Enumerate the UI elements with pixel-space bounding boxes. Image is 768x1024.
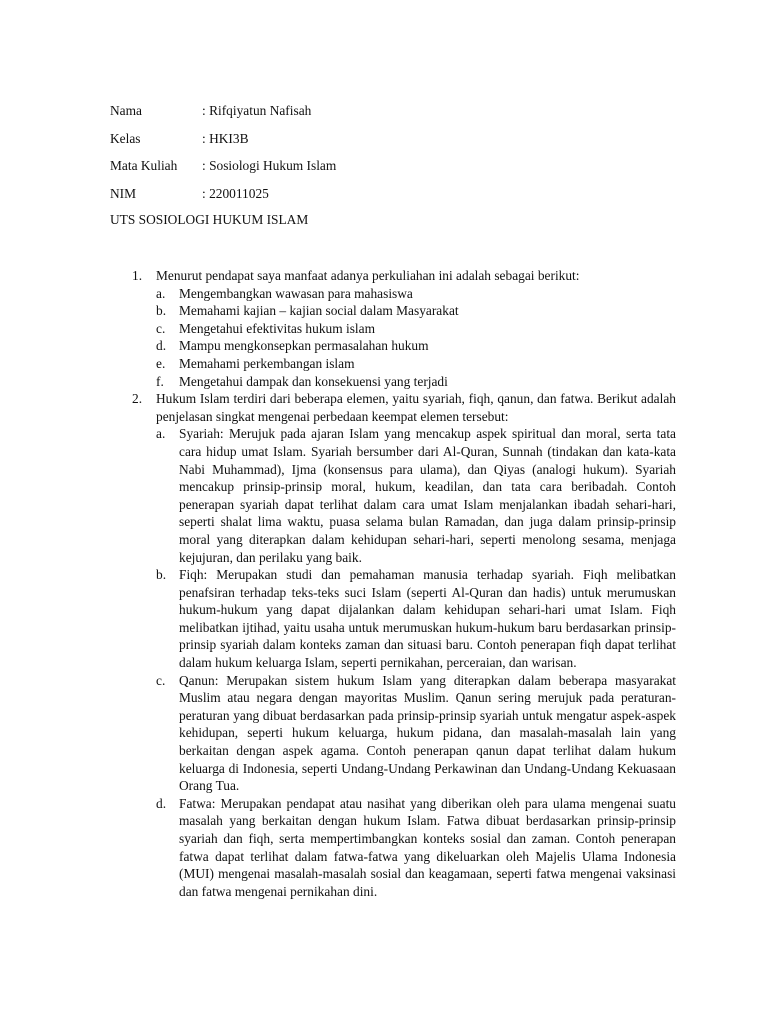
- item-text: Syariah: Merujuk pada ajaran Islam yang mencakup aspek spiritual dan moral, serta tata cara hidup umat Islam. Syariah bersumber dari Al-Quran, Sunnah (tindakan dan kata-kata Nabi Muhammad), Ijma (konsensus para ulama), dan Qiyas (analogi hukum). Syariah mencakup prinsip-prinsip moral, hukum, keadilan, dan tata cara beribadah. Contoh penerapan syariah dapat terlihat dalam cara umat Islam menjalankan ibadah sehari-hari, seperti shalat lima waktu, puasa selama bulan Ramadan, dan juga dalam prinsip-prinsip moral yang diterapkan dalam kehidupan sehari-hari, seperti menolong sesama, menjaga kejujuran, dan perilaku yang baik.: [179, 426, 676, 565]
- benefit-list: [156, 285, 676, 391]
- item-letter: b.: [156, 567, 167, 583]
- item-letter: d.: [156, 795, 167, 811]
- question-1: [110, 267, 676, 390]
- mata-kuliah-value: : Sosiologi Hukum Islam: [202, 158, 337, 173]
- item-text: Mengetahui efektivitas hukum islam: [179, 320, 375, 336]
- item-letter: c.: [156, 672, 166, 688]
- item-text: Memahami kajian – kajian social dalam Masyarakat: [179, 303, 459, 319]
- list-item: [156, 795, 676, 901]
- item-letter: b.: [156, 303, 167, 319]
- question-text: Menurut pendapat saya manfaat adanya perkuliahan ini adalah sebagai berikut:: [156, 268, 580, 283]
- item-text: Mampu mengkonsepkan permasalahan hukum: [179, 338, 429, 354]
- list-item: [156, 320, 676, 338]
- item-text: Mengetahui dampak dan konsekuensi yang terjadi: [179, 373, 448, 389]
- question-list: [110, 267, 676, 900]
- item-letter: c.: [156, 320, 166, 336]
- list-item: [156, 672, 676, 795]
- item-text: Memahami perkembangan islam: [179, 355, 355, 371]
- nama-label: Nama: [110, 103, 142, 118]
- nim-label: NIM: [110, 186, 137, 201]
- item-letter: a.: [156, 426, 166, 442]
- kelas-value: : HKI3B: [202, 131, 249, 146]
- question-text: Hukum Islam terdiri dari beberapa elemen, yaitu syariah, fiqh, qanun, dan fatwa. Berikut adalah penjelasan singkat mengenai perbedaan keempat elemen tersebut:: [156, 391, 676, 424]
- item-text: Fatwa: Merupakan pendapat atau nasihat yang diberikan oleh para ulama mengenai suatu masalah yang berkaitan dengan hukum Islam. Fatwa dibuat berdasarkan prinsip-prinsip syariah dan fiqh, serta mempertimbangkan konteks sosial dan zaman. Contoh penerapan fatwa dapat terlihat dalam fatwa-fatwa yang dikeluarkan oleh Majelis Ulama Indonesia (MUI) mengenai masalah-masalah sosial dan keagamaan, seperti fatwa mengenai vaksinasi dan fatwa mengenai pernikahan dini.: [179, 795, 676, 899]
- list-item: [156, 566, 676, 672]
- nama-value: : Rifqiyatun Nafisah: [202, 103, 312, 118]
- item-letter: e.: [156, 355, 166, 371]
- question-number: 2.: [132, 391, 143, 407]
- exam-title: UTS SOSIOLOGI HUKUM ISLAM: [110, 212, 309, 227]
- list-item: [156, 425, 676, 566]
- item-text: Qanun: Merupakan sistem hukum Islam yang diterapkan dalam beberapa masyarakat Muslim atau negara dengan mayoritas Muslim. Qanun sering merujuk pada peraturan-peraturan yang dibuat berdasarkan pada prinsip-prinsip syariah untuk mengatur aspek-aspek kehidupan, seperti hukum keluarga, hukum pidana, dan masalah-masalah lain yang berkaitan dengan aspek agama. Contoh penerapan qanun dapat terlihat dalam hukum keluarga di Indonesia, seperti Undang-Undang Perkawinan dan Undang-Undang Kekuasaan Orang Tua.: [179, 672, 676, 794]
- list-item: [156, 355, 676, 373]
- list-item: [156, 337, 676, 355]
- list-item: [156, 373, 676, 391]
- item-text: Mengembangkan wawasan para mahasiswa: [179, 285, 413, 301]
- item-letter: d.: [156, 338, 167, 354]
- question-number: 1.: [132, 268, 143, 283]
- mata-kuliah-label: Mata Kuliah: [110, 158, 178, 173]
- item-text: Fiqh: Merupakan studi dan pemahaman manusia terhadap syariah. Fiqh melibatkan penafsiran terhadap teks-teks suci Islam (seperti Al-Quran dan hadis) untuk merumuskan hukum-hukum yang dapat dijalankan dalam kehidupan sehari-hari umat Islam. Fiqh melibatkan ijtihad, yaitu usaha untuk merumuskan hukum-hukum baru berdasarkan prinsip-prinsip syariah dalam konteks zaman dan situasi baru. Contoh penerapan fiqh dapat terlihat dalam hukum keluarga Islam, seperti pernikahan, perceraian, dan warisan.: [179, 567, 676, 671]
- element-list: [156, 425, 676, 900]
- question-2: [110, 390, 676, 900]
- item-letter: a.: [156, 285, 166, 301]
- answers: [110, 267, 676, 900]
- kelas-label: Kelas: [110, 131, 141, 146]
- list-item: [156, 285, 676, 303]
- item-letter: f.: [156, 373, 164, 389]
- nim-value: : 220011025: [202, 186, 269, 201]
- list-item: [156, 302, 676, 320]
